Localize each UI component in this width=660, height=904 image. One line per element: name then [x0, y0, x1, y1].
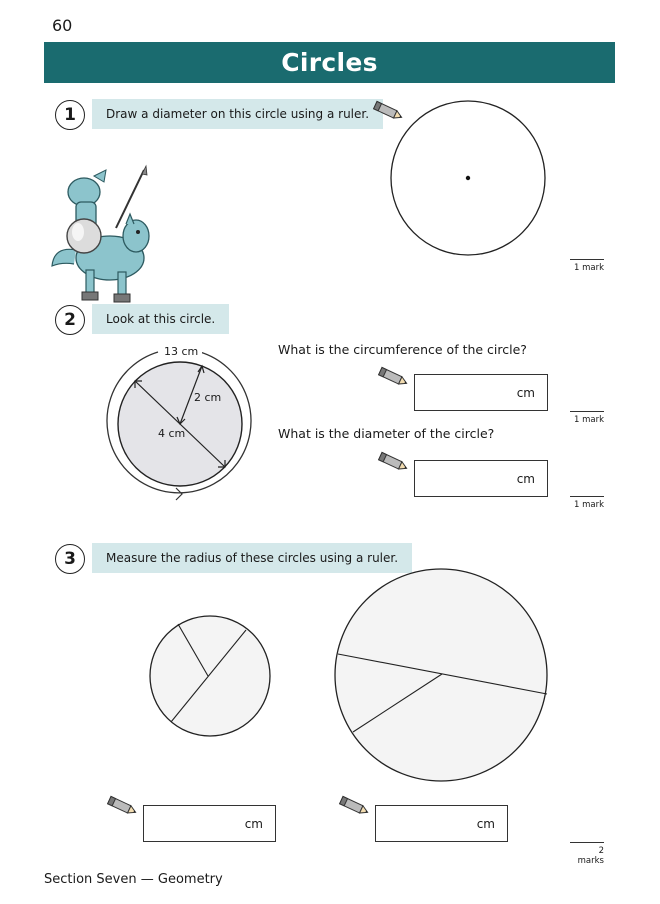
pencil-icon — [336, 795, 372, 817]
q2-circumference-question: What is the circumference of the circle? — [278, 342, 527, 357]
question-2-text: Look at this circle. — [92, 304, 229, 334]
circumference-arrowhead — [176, 488, 182, 500]
pencil-icon — [375, 366, 411, 388]
diameter-answer-box[interactable] — [414, 460, 548, 497]
q2a-mark: 1 mark — [570, 411, 604, 425]
q1-blank-circle[interactable] — [390, 100, 550, 260]
small-radius-unit: cm — [244, 817, 263, 831]
pencil-icon — [375, 451, 411, 473]
q3-large-circle — [334, 568, 550, 784]
radius-label: 2 cm — [194, 391, 222, 404]
large-radius-answer-box[interactable] — [375, 805, 508, 842]
q2b-mark: 1 mark — [570, 496, 604, 510]
question-3-text: Measure the radius of these circles using a ruler. — [92, 543, 412, 573]
large-radius-unit: cm — [476, 817, 495, 831]
small-radius-answer-box[interactable] — [143, 805, 276, 842]
question-1-text: Draw a diameter on this circle using a ruler. — [92, 99, 383, 129]
circumference-answer-box[interactable] — [414, 374, 548, 411]
q3-small-circle — [148, 614, 274, 740]
page-number: 60 — [52, 16, 73, 35]
q3-mark: 2 marks — [570, 842, 604, 866]
q2-circle-diagram — [100, 340, 260, 505]
question-1-number: 1 — [55, 100, 85, 130]
circumference-label: 13 cm — [160, 345, 202, 358]
page-title: Circles — [44, 42, 615, 83]
diameter-label: 4 cm — [158, 427, 186, 440]
question-2-number: 2 — [55, 305, 85, 335]
knight-illustration — [48, 166, 158, 308]
circle-centre-dot — [466, 176, 470, 180]
q2-diameter-question: What is the diameter of the circle? — [278, 426, 495, 441]
circumference-unit: cm — [516, 386, 535, 400]
question-3-number: 3 — [55, 544, 85, 574]
section-footer: Section Seven — Geometry — [44, 872, 223, 887]
pencil-icon — [104, 795, 140, 817]
diameter-unit: cm — [516, 472, 535, 486]
q1-mark: 1 mark — [570, 259, 604, 273]
